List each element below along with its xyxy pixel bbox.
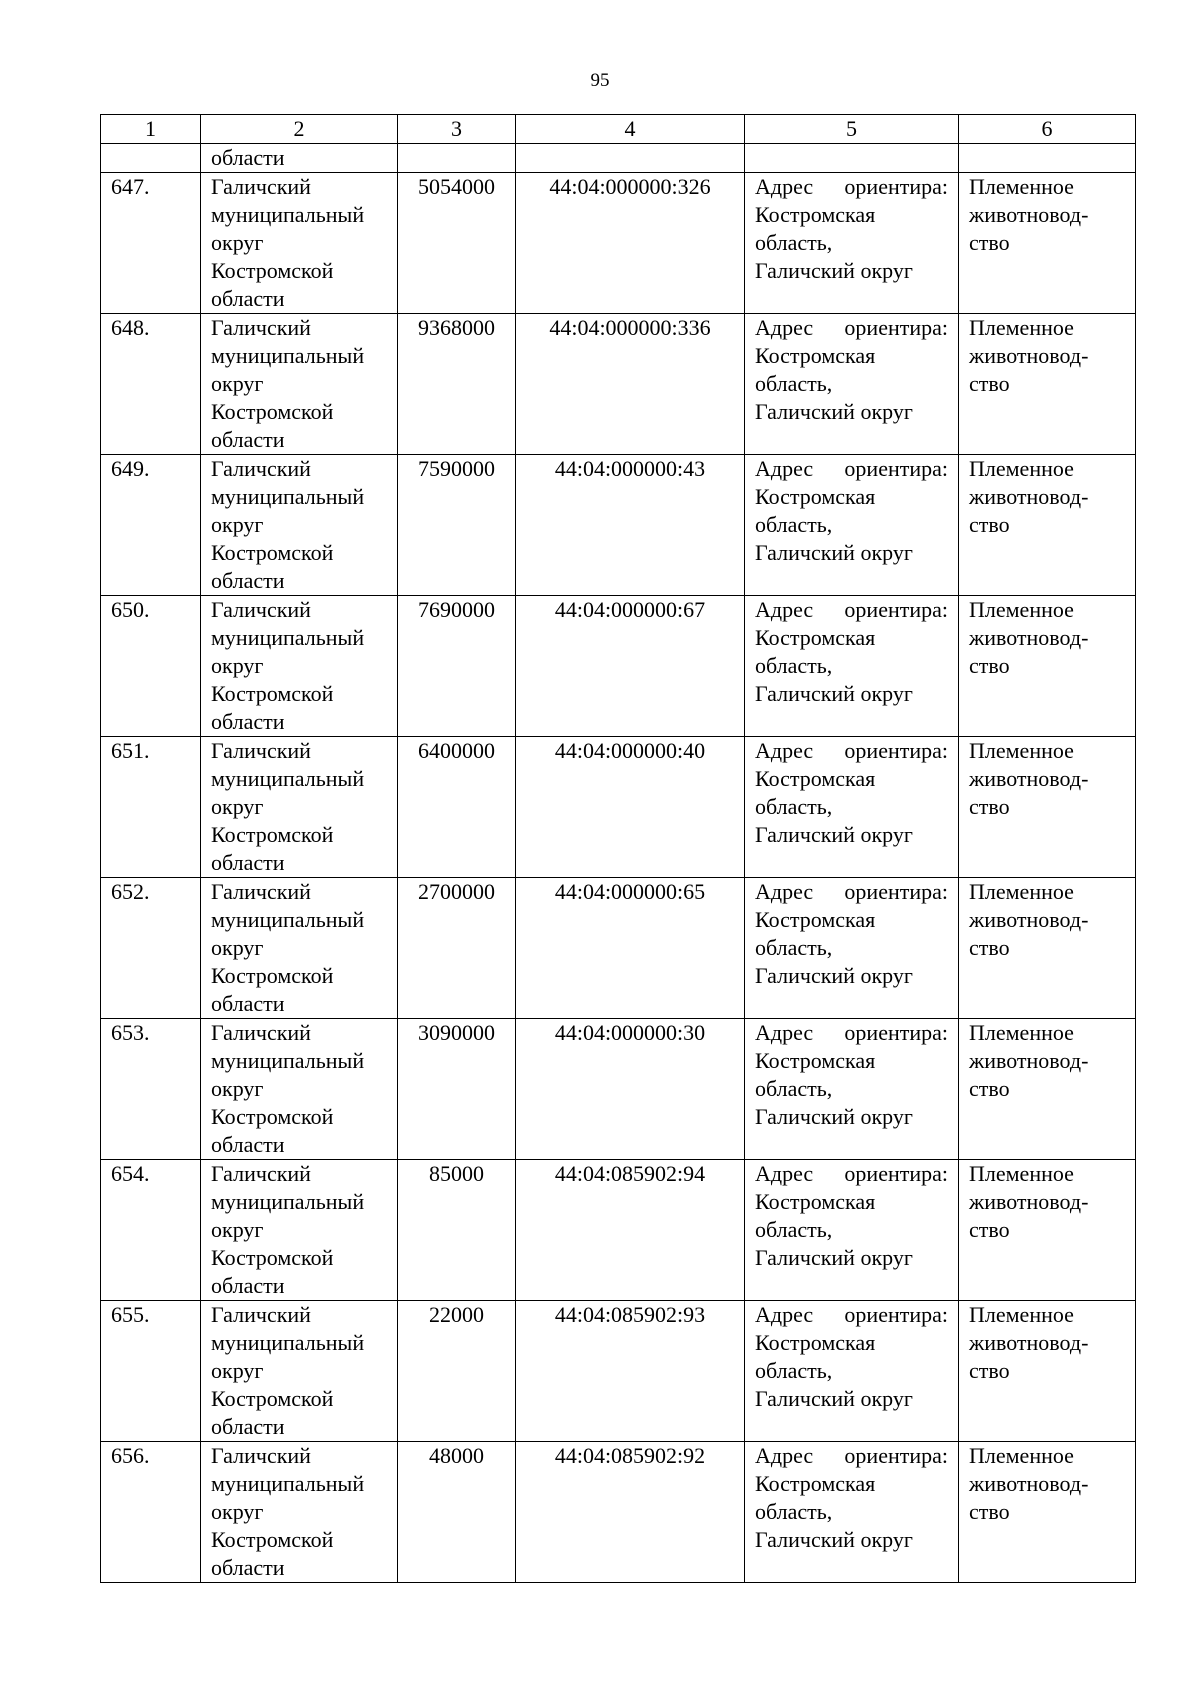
address-first-line xyxy=(755,173,948,201)
land-use-line: ство xyxy=(969,1076,1010,1101)
address-line: Галичский округ xyxy=(755,1527,913,1552)
land-use-line: ство xyxy=(969,1217,1010,1242)
municipality-line: округ xyxy=(211,1076,264,1101)
municipality-line: округ xyxy=(211,1499,264,1524)
address-word: ориентира: xyxy=(844,1020,948,1045)
municipality-line: Костромской xyxy=(211,1104,334,1129)
address-cell xyxy=(745,314,959,455)
land-use-line: ство xyxy=(969,794,1010,819)
address-cell xyxy=(745,596,959,737)
land-use-line: Племенное xyxy=(969,1302,1074,1327)
land-use-cell xyxy=(959,1301,1136,1442)
column-number-header-row xyxy=(101,115,1136,144)
municipality-cell xyxy=(201,1019,398,1160)
address-line: Костромская xyxy=(755,625,876,650)
area-cell: 2700000 xyxy=(398,878,516,1019)
address-line: Костромская xyxy=(755,343,876,368)
land-use-line: ство xyxy=(969,371,1010,396)
cadastral-number-cell: 44:04:000000:43 xyxy=(516,455,745,596)
municipality-cell xyxy=(201,173,398,314)
land-use-cell xyxy=(959,455,1136,596)
continuation-row xyxy=(101,144,1136,173)
municipality-cell xyxy=(201,596,398,737)
municipality-line: области xyxy=(211,709,285,734)
municipality-line: Галичский xyxy=(211,315,311,340)
land-use-line: ство xyxy=(969,230,1010,255)
municipality-line: Костромской xyxy=(211,258,334,283)
address-line: Галичский округ xyxy=(755,681,913,706)
municipality-line: области xyxy=(211,1273,285,1298)
area-cell: 7690000 xyxy=(398,596,516,737)
land-use-line: Племенное xyxy=(969,1443,1074,1468)
municipality-line: Костромской xyxy=(211,1386,334,1411)
municipality-line: области xyxy=(211,1555,285,1580)
address-line: Костромская xyxy=(755,1048,876,1073)
land-use-line: животновод- xyxy=(969,625,1089,650)
address-line: Галичский округ xyxy=(755,399,913,424)
row-number-cell: 656. xyxy=(101,1442,201,1583)
address-word: ориентира: xyxy=(844,315,948,340)
cadastral-number-cell: 44:04:000000:65 xyxy=(516,878,745,1019)
municipality-line: муниципальный xyxy=(211,343,365,368)
municipality-line: Галичский xyxy=(211,1302,311,1327)
row-number-cell: 651. xyxy=(101,737,201,878)
cadastral-number-cell: 44:04:000000:40 xyxy=(516,737,745,878)
municipality-line: муниципальный xyxy=(211,484,365,509)
municipality-line: округ xyxy=(211,1217,264,1242)
table-row xyxy=(101,1442,1136,1583)
address-first-line xyxy=(755,455,948,483)
row-number-cell: 654. xyxy=(101,1160,201,1301)
cadastral-number-cell: 44:04:000000:336 xyxy=(516,314,745,455)
address-line: область, xyxy=(755,653,833,678)
address-line: область, xyxy=(755,1358,833,1383)
column-header: 4 xyxy=(516,115,745,144)
municipality-line: муниципальный xyxy=(211,1048,365,1073)
land-use-line: животновод- xyxy=(969,766,1089,791)
land-use-cell xyxy=(959,1442,1136,1583)
area-cell: 7590000 xyxy=(398,455,516,596)
address-first-line xyxy=(755,1301,948,1329)
land-use-line: Племенное xyxy=(969,315,1074,340)
address-line: Галичский округ xyxy=(755,1104,913,1129)
municipality-cell xyxy=(201,878,398,1019)
address-word: ориентира: xyxy=(844,1161,948,1186)
municipality-line: области xyxy=(211,991,285,1016)
area-cell: 9368000 xyxy=(398,314,516,455)
page-number: 95 xyxy=(590,70,610,91)
address-line: область, xyxy=(755,512,833,537)
municipality-line: округ xyxy=(211,935,264,960)
row-number-cell: 650. xyxy=(101,596,201,737)
address-line: Галичский округ xyxy=(755,963,913,988)
area-cell: 5054000 xyxy=(398,173,516,314)
address-word: Адрес xyxy=(755,879,814,904)
address-line: Костромская xyxy=(755,1330,876,1355)
municipality-line: Костромской xyxy=(211,399,334,424)
area-cell: 3090000 xyxy=(398,1019,516,1160)
land-use-line: животновод- xyxy=(969,343,1089,368)
municipality-cell xyxy=(201,1301,398,1442)
land-use-line: животновод- xyxy=(969,1330,1089,1355)
area-cell: 22000 xyxy=(398,1301,516,1442)
address-line: Галичский округ xyxy=(755,1245,913,1270)
land-use-line: ство xyxy=(969,935,1010,960)
land-use-line: ство xyxy=(969,1499,1010,1524)
table-row xyxy=(101,1160,1136,1301)
land-use-cell xyxy=(959,314,1136,455)
municipality-line: Галичский xyxy=(211,879,311,904)
address-first-line xyxy=(755,737,948,765)
address-line: Костромская xyxy=(755,1471,876,1496)
land-use-line: Племенное xyxy=(969,1020,1074,1045)
address-line: область, xyxy=(755,794,833,819)
cadastral-number-cell: 44:04:085902:94 xyxy=(516,1160,745,1301)
municipality-line: Костромской xyxy=(211,681,334,706)
address-line: Костромская xyxy=(755,484,876,509)
address-line: область, xyxy=(755,1217,833,1242)
address-word: Адрес xyxy=(755,1161,814,1186)
address-word: Адрес xyxy=(755,174,814,199)
land-use-line: ство xyxy=(969,1358,1010,1383)
municipality-cell xyxy=(201,737,398,878)
land-use-cell xyxy=(959,596,1136,737)
address-word: ориентира: xyxy=(844,456,948,481)
municipality-line: области xyxy=(211,850,285,875)
land-use-line: животновод- xyxy=(969,1048,1089,1073)
table-row xyxy=(101,455,1136,596)
column-header: 5 xyxy=(745,115,959,144)
municipality-line: округ xyxy=(211,794,264,819)
municipality-line: округ xyxy=(211,653,264,678)
land-use-cell xyxy=(959,173,1136,314)
row-number-cell: 653. xyxy=(101,1019,201,1160)
address-cell xyxy=(745,1442,959,1583)
address-word: Адрес xyxy=(755,597,814,622)
address-line: область, xyxy=(755,1499,833,1524)
municipality-line: области xyxy=(211,1132,285,1157)
municipality-line: Костромской xyxy=(211,1245,334,1270)
cadastral-number-cell: 44:04:000000:326 xyxy=(516,173,745,314)
address-cell xyxy=(745,1301,959,1442)
address-word: ориентира: xyxy=(844,174,948,199)
row-number-cell: 655. xyxy=(101,1301,201,1442)
address-first-line xyxy=(755,878,948,906)
municipality-line: области xyxy=(211,1414,285,1439)
address-word: ориентира: xyxy=(844,879,948,904)
column-header: 6 xyxy=(959,115,1136,144)
municipality-line: муниципальный xyxy=(211,202,365,227)
address-line: Костромская xyxy=(755,1189,876,1214)
address-cell xyxy=(745,173,959,314)
land-use-line: Племенное xyxy=(969,456,1074,481)
land-use-cell xyxy=(959,1019,1136,1160)
column-header: 2 xyxy=(201,115,398,144)
municipality-line: муниципальный xyxy=(211,907,365,932)
land-use-line: животновод- xyxy=(969,484,1089,509)
land-use-line: Племенное xyxy=(969,1161,1074,1186)
address-word: ориентира: xyxy=(844,1302,948,1327)
municipality-line: Галичский xyxy=(211,1020,311,1045)
address-line: Галичский округ xyxy=(755,258,913,283)
row-number-cell: 652. xyxy=(101,878,201,1019)
row-number-cell: 649. xyxy=(101,455,201,596)
address-cell xyxy=(745,878,959,1019)
address-cell xyxy=(745,1019,959,1160)
municipality-line: Галичский xyxy=(211,174,311,199)
table-row xyxy=(101,737,1136,878)
address-word: ориентира: xyxy=(844,1443,948,1468)
municipality-line: муниципальный xyxy=(211,625,365,650)
table-row xyxy=(101,314,1136,455)
municipality-line: Костромской xyxy=(211,822,334,847)
address-cell xyxy=(745,1160,959,1301)
municipality-line: Галичский xyxy=(211,1161,311,1186)
municipality-cell xyxy=(201,455,398,596)
address-word: ориентира: xyxy=(844,738,948,763)
municipality-line: муниципальный xyxy=(211,1471,365,1496)
municipality-line: округ xyxy=(211,230,264,255)
address-first-line xyxy=(755,1442,948,1470)
municipality-line: области xyxy=(211,568,285,593)
land-use-line: животновод- xyxy=(969,1189,1089,1214)
municipality-line: округ xyxy=(211,371,264,396)
address-line: область, xyxy=(755,230,833,255)
land-use-line: Племенное xyxy=(969,597,1074,622)
table-row xyxy=(101,1019,1136,1160)
land-use-line: ство xyxy=(969,512,1010,537)
municipality-line: Галичский xyxy=(211,456,311,481)
address-word: Адрес xyxy=(755,738,814,763)
land-use-line: животновод- xyxy=(969,907,1089,932)
land-use-cell xyxy=(959,1160,1136,1301)
land-use-line: ство xyxy=(969,653,1010,678)
column-header: 3 xyxy=(398,115,516,144)
municipality-line: округ xyxy=(211,512,264,537)
address-line: Костромская xyxy=(755,907,876,932)
address-word: Адрес xyxy=(755,1302,814,1327)
municipality-line: муниципальный xyxy=(211,766,365,791)
land-registry-table xyxy=(100,114,1136,1583)
land-use-line: Племенное xyxy=(969,738,1074,763)
municipality-line: Костромской xyxy=(211,963,334,988)
address-line: область, xyxy=(755,935,833,960)
area-cell: 85000 xyxy=(398,1160,516,1301)
municipality-line: округ xyxy=(211,1358,264,1383)
table-row xyxy=(101,173,1136,314)
municipality-line: области xyxy=(211,286,285,311)
land-use-cell xyxy=(959,878,1136,1019)
address-first-line xyxy=(755,596,948,624)
table-row xyxy=(101,1301,1136,1442)
land-use-line: Племенное xyxy=(969,174,1074,199)
land-use-line: животновод- xyxy=(969,1471,1089,1496)
address-word: Адрес xyxy=(755,456,814,481)
municipality-line: Костромской xyxy=(211,1527,334,1552)
municipality-line: Галичский xyxy=(211,597,311,622)
cadastral-number-cell: 44:04:085902:93 xyxy=(516,1301,745,1442)
municipality-line: области xyxy=(211,427,285,452)
address-line: область, xyxy=(755,371,833,396)
address-line: Галичский округ xyxy=(755,1386,913,1411)
land-use-cell xyxy=(959,737,1136,878)
land-use-line: Племенное xyxy=(969,879,1074,904)
municipality-line: Костромской xyxy=(211,540,334,565)
area-cell: 6400000 xyxy=(398,737,516,878)
area-cell: 48000 xyxy=(398,1442,516,1583)
municipality-line: муниципальный xyxy=(211,1330,365,1355)
municipality-cell xyxy=(201,314,398,455)
address-first-line xyxy=(755,314,948,342)
municipality-line: муниципальный xyxy=(211,1189,365,1214)
address-line: область, xyxy=(755,1076,833,1101)
row-number-cell: 647. xyxy=(101,173,201,314)
address-word: ориентира: xyxy=(844,597,948,622)
address-word: Адрес xyxy=(755,315,814,340)
cadastral-number-cell: 44:04:000000:30 xyxy=(516,1019,745,1160)
cadastral-number-cell: 44:04:085902:92 xyxy=(516,1442,745,1583)
table-row xyxy=(101,596,1136,737)
column-header: 1 xyxy=(101,115,201,144)
address-line: Костромская xyxy=(755,766,876,791)
table-row xyxy=(101,878,1136,1019)
address-first-line xyxy=(755,1160,948,1188)
municipality-line: Галичский xyxy=(211,738,311,763)
municipality-cell xyxy=(201,1160,398,1301)
row-number-cell: 648. xyxy=(101,314,201,455)
address-word: Адрес xyxy=(755,1443,814,1468)
address-word: Адрес xyxy=(755,1020,814,1045)
municipality-cell xyxy=(201,1442,398,1583)
address-line: Галичский округ xyxy=(755,822,913,847)
address-line: Костромская xyxy=(755,202,876,227)
continuation-text: области xyxy=(201,144,398,173)
cadastral-number-cell: 44:04:000000:67 xyxy=(516,596,745,737)
address-cell xyxy=(745,455,959,596)
land-use-line: животновод- xyxy=(969,202,1089,227)
address-line: Галичский округ xyxy=(755,540,913,565)
address-first-line xyxy=(755,1019,948,1047)
address-cell xyxy=(745,737,959,878)
municipality-line: Галичский xyxy=(211,1443,311,1468)
